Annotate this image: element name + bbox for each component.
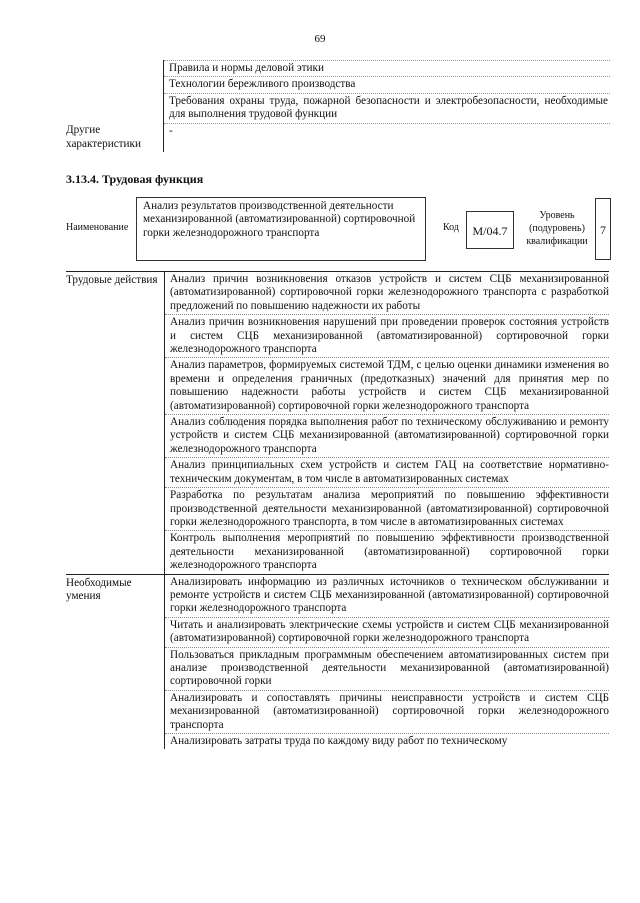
- labor-action-item: Анализ причин возникновения отказов устройств и систем СЦБ механизированной (автоматизированной) сортировочной горки железнодорожного транспорта с разработкой предложений по повышению надежности их работы: [165, 272, 610, 315]
- skill-item: Читать и анализировать электрические схемы устройств и систем СЦБ механизированной (автоматизированной) сортировочной горки железнодорожного транспорта: [165, 617, 610, 647]
- table-row: [66, 272, 609, 315]
- row-label: [66, 77, 164, 93]
- table-row: [66, 77, 610, 93]
- level-label: Уровень (подуровень) квалификации: [526, 210, 588, 247]
- previous-function-table: [66, 60, 610, 152]
- page-number: 69: [314, 33, 326, 45]
- labor-function-table: [66, 271, 609, 749]
- labor-action-item: Анализ принципиальных схем устройств и систем ГАЦ на соответствие нормативно-техническим документам, в том числе в автоматизированных системах: [165, 458, 610, 488]
- table-row: [66, 315, 609, 358]
- table-row: [66, 458, 609, 488]
- table-row: [66, 690, 609, 733]
- code-label: Код: [443, 222, 459, 233]
- code-value: M/04.7: [466, 211, 514, 249]
- table-row: [66, 415, 609, 458]
- row-label: [66, 61, 164, 77]
- skill-item: Пользоваться прикладным программным обеспечением автоматизированных систем при анализе производственной деятельности механизированной (автоматизированной) сортировочной горки: [165, 647, 610, 690]
- row-label: [66, 93, 164, 123]
- row-text: -: [164, 123, 611, 152]
- table-row: [66, 647, 609, 690]
- table-row: [66, 123, 610, 152]
- skill-item: Анализировать затраты труда по каждому виду работ по техническому: [165, 734, 610, 750]
- skill-item: Анализировать и сопоставлять причины неисправности устройств и систем СЦБ механизированной (автоматизированной) сортировочной горки железнодорожного транспорта: [165, 690, 610, 733]
- name-label: Наименование: [66, 222, 129, 233]
- table-row: [66, 617, 609, 647]
- skills-label: Необходимые умения: [66, 574, 165, 617]
- name-value: Анализ результатов производственной деятельности механизированной (автоматизированной) сортировочной горки железнодорожного транспорта: [136, 197, 426, 261]
- table-row: [66, 488, 609, 531]
- table-row: [66, 61, 610, 77]
- table-row: [66, 531, 609, 574]
- labor-action-item: Анализ соблюдения порядка выполнения работ по техническому обслуживанию и ремонту устройств и систем СЦБ механизированной (автоматизированной) сортировочной горки железнодорожного транспорта: [165, 415, 610, 458]
- skill-item: Анализировать информацию из различных источников о техническом обслуживании и ремонте устройств и систем СЦБ механизированной (автоматизированной) сортировочной горки железнодорожного транспорта: [165, 574, 610, 617]
- labor-action-item: Анализ причин возникновения нарушений при проведении проверок состояния устройств и систем СЦБ механизированной (автоматизированной) сортировочной горки железнодорожного транспорта: [165, 315, 610, 358]
- row-text: Правила и нормы деловой этики: [164, 61, 611, 77]
- table-row: [66, 358, 609, 415]
- table-row: [66, 734, 609, 750]
- row-text: Технологии бережливого производства: [164, 77, 611, 93]
- labor-action-item: Разработка по результатам анализа мероприятий по повышению эффективности производственной деятельности механизированной (автоматизированной) сортировочной горки железнодорожного транспорта, в том числе в автоматизированных системах: [165, 488, 610, 531]
- other-characteristics-label: Другие характеристики: [66, 124, 141, 150]
- labor-action-item: Анализ параметров, формируемых системой ТДМ, с целью оценки динамики изменения во времени и определения граничных (предотказных) значений для принятия мер по повышению надежности работы устройств и систем СЦБ механизированной (автоматизированной) сортировочной горки железнодорожного транспорта: [165, 358, 610, 415]
- function-header: [66, 197, 616, 263]
- level-value: 7: [595, 198, 611, 260]
- table-row: [66, 93, 610, 123]
- row-text: Требования охраны труда, пожарной безопасности и электробезопасности, необходимые для выполнения трудовой функции: [164, 93, 611, 123]
- labor-action-item: Контроль выполнения мероприятий по повышению эффективности производственной деятельности механизированной (автоматизированной) сортировочной горки железнодорожного транспорта: [165, 531, 610, 574]
- labor-actions-label: Трудовые действия: [66, 272, 165, 315]
- table-row: [66, 574, 609, 617]
- section-title: 3.13.4. Трудовая функция: [66, 172, 204, 186]
